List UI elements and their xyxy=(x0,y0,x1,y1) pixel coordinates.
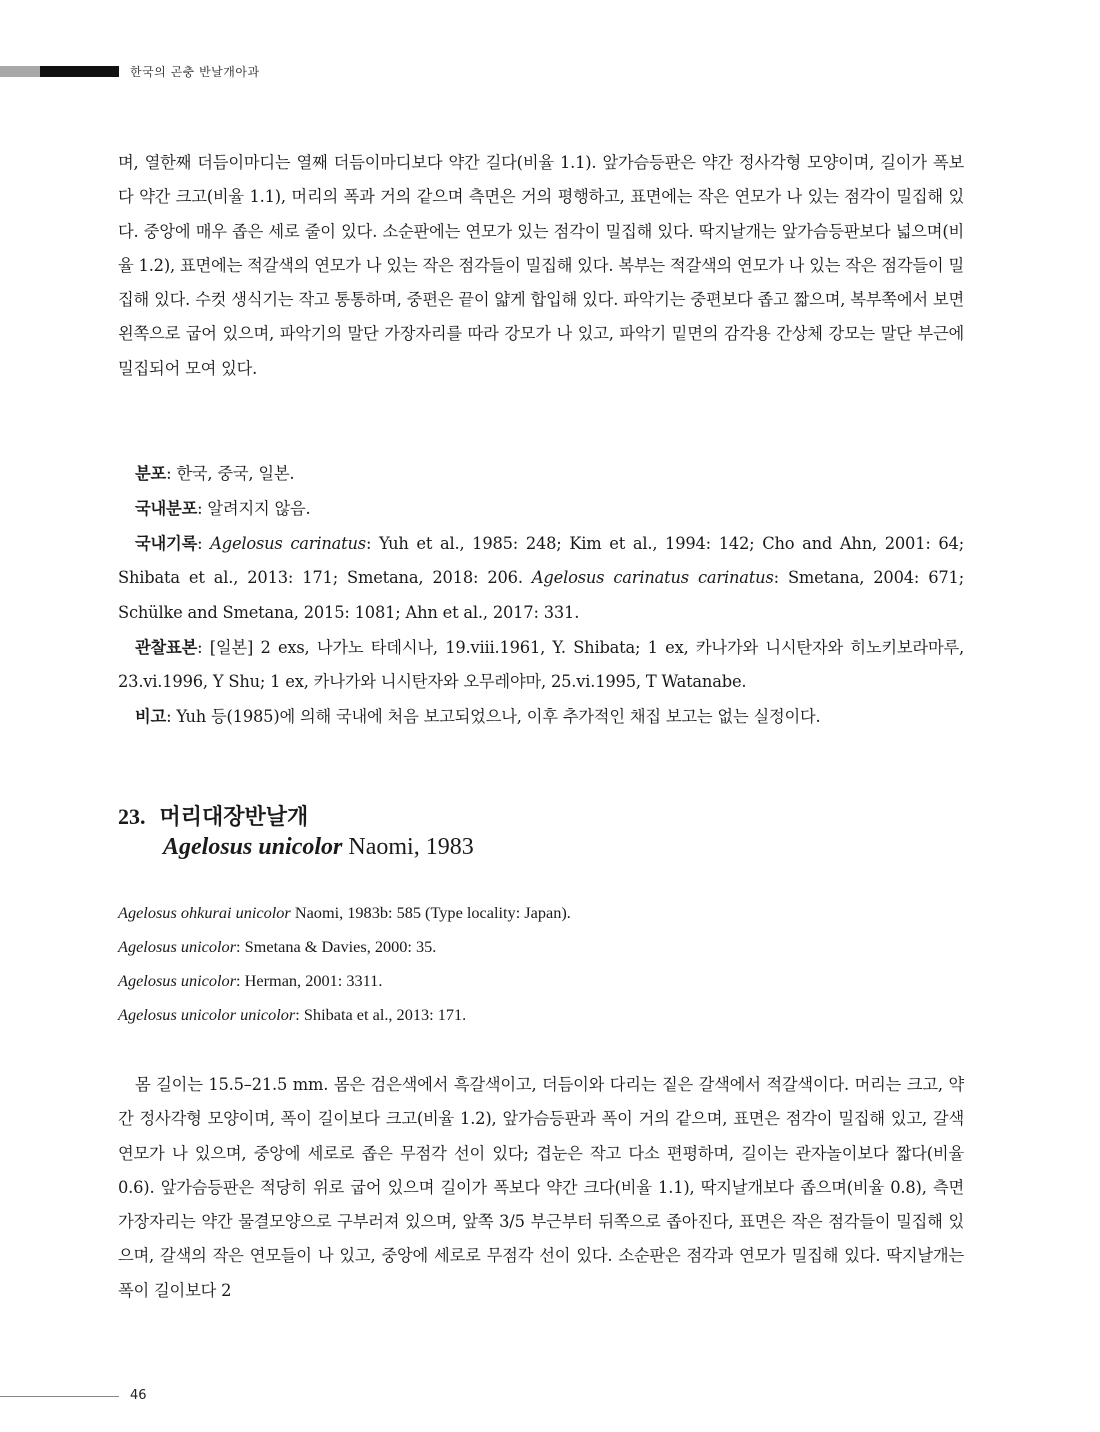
domestic-records-sep: : xyxy=(197,534,211,553)
description-paragraph: 몸 길이는 15.5–21.5 mm. 몸은 검은색에서 흑갈색이고, 더듬이와 다리는 짙은 갈색에서 적갈색이다. 머리는 크고, 약간 정사각형 모양이며, 폭이 길이보다 크고(비율 1.2), 앞가슴등판과 폭이 거의 같으며, 표면은 점각이 밀집해 있고, 갈색 연모가 나 있으며, 중앙에 세로로 좁은 무점각 선이 있다; 겹눈은 작고 다소 편평하며, 길이는 관자놀이보다 짧다(비율 0.6). 앞가슴등판은 적당히 위로 굽어 있으며 길이가 폭보다 약간 크다(비율 1.1), 딱지날개보다 좁으며(비율 0.8), 측면 가장자리는 약간 물결모양으로 구부러져 있으며, 앞쪽 3/5 부근부터 뒤쪽으로 좁아진다, 표면은 작은 점각들이 밀집해 있으며, 갈색의 작은 연모들이 나 있고, 중앙에 세로로 무점각 선이 있다. 소순판은 점각과 연모가 밀집해 있다. 딱지날개는 폭이 길이보다 2 xyxy=(118,1075,964,1300)
material-examined-text: : [일본] 2 exs, 나가노 타데시나, 19.viii.1961, Y. Shibata; 1 ex, 카나가와 니시탄자와 히노키보라마루, 23.vi.1996, Y Shu; 1 ex, 카나가와 니시탄자와 오무레야마, 25.vi.1995, T Watanabe. xyxy=(118,638,964,692)
synonym-line xyxy=(118,1005,466,1025)
synonym-name: Agelosus ohkurai unicolor xyxy=(118,903,291,922)
distribution-text: : 한국, 중국, 일본. xyxy=(166,464,295,483)
domestic-records-paragraph xyxy=(118,527,964,630)
page-number: 46 xyxy=(130,1388,147,1403)
species-scientific-heading xyxy=(163,834,474,861)
species-scientific-name: Agelosus unicolor xyxy=(163,834,343,860)
synonym-name: Agelosus unicolor xyxy=(118,971,237,990)
footer-rule xyxy=(0,1396,119,1397)
species-number: 23. xyxy=(118,804,146,829)
synonym-line xyxy=(118,971,382,991)
material-examined-paragraph xyxy=(118,631,964,700)
synonym-name: Agelosus unicolor xyxy=(118,937,237,956)
header-bar-black xyxy=(40,66,119,77)
remarks-text: : Yuh 등(1985)에 의해 국내에 처음 보고되었으나, 이후 추가적인 채집 보고는 없는 실정이다. xyxy=(166,707,821,726)
header-bar-gray xyxy=(0,66,40,77)
domestic-distribution-line xyxy=(118,492,964,526)
record-text-1: : Yuh et al., 1985: 248; Kim et al., 1994: 142; Cho and Ahn, 2001: 64; Shibata et al., 2013: 171; Smetana, 2018: 206. xyxy=(118,534,964,588)
synonym-line xyxy=(118,937,436,957)
synonym-ref: : Herman, 2001: 3311. xyxy=(236,971,383,990)
running-title: 한국의 곤충 반날개아과 xyxy=(130,65,260,79)
distribution-label: 분포 xyxy=(135,464,167,483)
domestic-records-label: 국내기록 xyxy=(135,534,198,553)
material-examined-label: 관찰표본 xyxy=(135,638,198,657)
synonym-ref: Naomi, 1983b: 585 (Type locality: Japan). xyxy=(290,903,571,922)
description-paragraph-prev: 며, 열한째 더듬이마디는 열째 더듬이마디보다 약간 길다(비율 1.1). 앞가슴등판은 약간 정사각형 모양이며, 길이가 폭보다 약간 크고(비율 1.1), 머리의 폭과 거의 같으며 측면은 거의 평행하고, 표면에는 작은 연모가 나 있는 점각이 밀집해 있다. 중앙에 매우 좁은 세로 줄이 있다. 소순판에는 연모가 있는 점각이 밀집해 있다. 딱지날개는 앞가슴등판보다 넓으며(비율 1.2), 표면에는 적갈색의 연모가 나 있는 작은 점각들이 밀집해 있다. 복부는 적갈색의 연모가 나 있는 작은 점각들이 밀집해 있다. 수컷 생식기는 작고 통통하며, 중편은 끝이 얇게 합입해 있다. 파악기는 중편보다 좁고 짧으며, 복부쪽에서 보면 왼쪽으로 굽어 있으며, 파악기의 말단 가장자리를 따라 강모가 나 있고, 파악기 밑면의 감각용 간상체 강모는 말단 부근에 밀집되어 모여 있다. xyxy=(118,153,964,378)
distribution-line xyxy=(118,457,964,491)
record-name-2: Agelosus carinatus carinatus xyxy=(531,568,774,588)
record-text-2: : Smetana, 2004: 671; Schülke and Smetana, 2015: 1081; Ahn et al., 2017: 331. xyxy=(118,568,965,622)
species-authority: Naomi, 1983 xyxy=(342,834,474,860)
remarks-label: 비고 xyxy=(135,707,167,726)
species-heading xyxy=(118,800,308,831)
synonym-name: Agelosus unicolor unicolor xyxy=(118,1005,296,1024)
remarks-line xyxy=(118,700,964,734)
species-korean-name: 머리대장반날개 xyxy=(159,805,309,830)
domestic-distribution-text: : 알려지지 않음. xyxy=(197,499,311,518)
synonym-line xyxy=(118,903,571,923)
synonym-ref: : Smetana & Davies, 2000: 35. xyxy=(236,937,437,956)
synonym-ref: : Shibata et al., 2013: 171. xyxy=(295,1005,467,1024)
domestic-distribution-label: 국내분포 xyxy=(135,499,198,518)
record-name-1: Agelosus carinatus xyxy=(210,534,366,553)
